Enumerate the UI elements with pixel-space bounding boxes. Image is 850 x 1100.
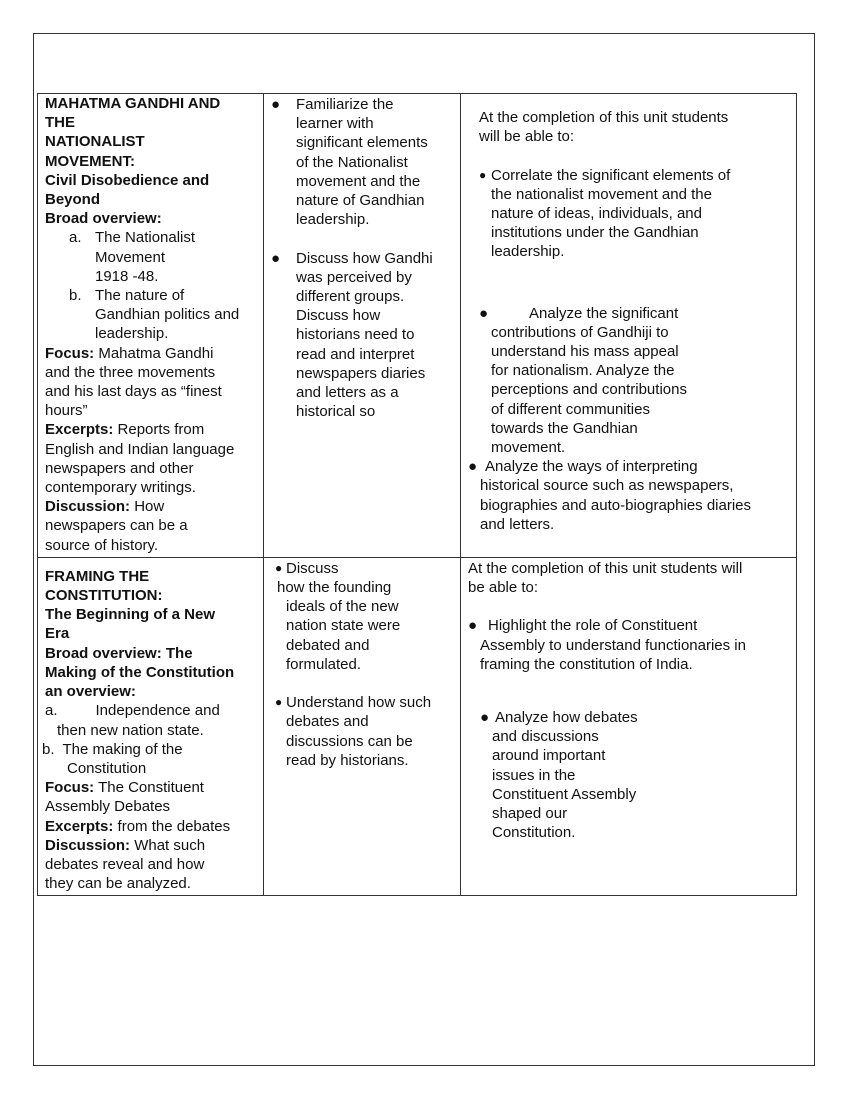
- text-line: Discuss how: [296, 307, 381, 325]
- text-line: NATIONALIST: [45, 133, 145, 151]
- list-item: [45, 228, 257, 286]
- text-line: perceptions and contributions: [491, 381, 687, 399]
- spacer: [271, 229, 454, 248]
- text-line: debates and: [286, 713, 369, 731]
- text-line: Making of the Constitution: [45, 663, 235, 681]
- text-line: newspapers and other: [45, 459, 194, 477]
- syllabus-table: [37, 93, 797, 896]
- text-line: movement and the: [296, 172, 421, 190]
- bullet-icon: ●: [479, 167, 487, 182]
- text-line: shaped our: [492, 805, 568, 823]
- list-item: [468, 304, 790, 458]
- text-line: the nationalist movement and the: [491, 185, 712, 203]
- text-line: issues in the: [492, 766, 576, 784]
- outcomes-intro: [468, 559, 790, 597]
- overview-list: [45, 228, 257, 343]
- bullet-icon: ●: [480, 709, 490, 727]
- text-line: historians need to: [296, 326, 415, 344]
- table-row: [38, 557, 797, 895]
- discussion-label: Discussion:: [45, 498, 131, 516]
- excerpts-label: Excerpts:: [45, 421, 114, 439]
- text-line: The Beginning of a New: [45, 606, 216, 624]
- text-line: read by historians.: [286, 751, 409, 769]
- text-line: nation state were: [286, 617, 401, 635]
- text-line: THE: [45, 114, 75, 132]
- text-line: Broad overview: The: [45, 644, 193, 662]
- list-item: [271, 559, 454, 674]
- text-line: and letters as a: [296, 384, 399, 402]
- objectives-list: [271, 95, 454, 421]
- text-line: and letters.: [480, 515, 555, 533]
- unit-title: [45, 567, 257, 701]
- text-line: Analyze the significant: [529, 304, 679, 322]
- text-line: movement.: [491, 439, 566, 457]
- text-line: Beyond: [45, 191, 101, 209]
- text-line: nature of ideas, individuals, and: [491, 205, 702, 222]
- text-line: leadership.: [95, 325, 169, 343]
- text-line: Constitution: [67, 759, 147, 777]
- text-line: Gandhian politics and: [95, 306, 240, 324]
- text-line: The making of the: [62, 740, 183, 758]
- text-line: Analyze how debates: [495, 709, 638, 727]
- overview-list: [42, 701, 257, 778]
- text-line: learner with: [296, 115, 374, 133]
- text-line: discussions can be: [286, 732, 413, 750]
- discussion-section: [45, 836, 257, 894]
- text-line: towards the Gandhian: [491, 419, 638, 437]
- outcomes-list: [468, 166, 790, 534]
- text-line: significant elements: [296, 134, 428, 152]
- spacer: [468, 262, 790, 300]
- text-line: CONSTITUTION:: [45, 587, 163, 605]
- spacer: [468, 146, 790, 165]
- excerpts-section: [45, 817, 257, 836]
- text-line: The Nationalist: [95, 229, 196, 247]
- objectives-list: [271, 559, 454, 770]
- discussion-section: [45, 497, 257, 555]
- list-marker: a.: [69, 229, 82, 247]
- text-line: leadership.: [296, 211, 370, 229]
- spacer: [468, 597, 790, 616]
- text-line: At the completion of this unit students will: [468, 559, 743, 577]
- text-line: nature of Gandhian: [296, 192, 425, 210]
- text-line: around important: [492, 747, 606, 765]
- table-row: [38, 94, 797, 558]
- text-line: Era: [45, 625, 70, 643]
- bullet-icon: ●: [271, 249, 281, 267]
- list-item: [42, 740, 257, 778]
- text-line: different groups.: [296, 288, 405, 306]
- text-line: source of history.: [45, 536, 159, 554]
- text-line: from the debates: [113, 817, 231, 835]
- list-item: [271, 95, 454, 229]
- text-line: leadership.: [491, 243, 565, 261]
- focus-section: [45, 778, 257, 816]
- text-line: Constituent Assembly: [492, 785, 637, 803]
- text-line: framing the constitution of India.: [480, 655, 693, 673]
- text-line: Mahatma Gandhi: [94, 344, 214, 362]
- bullet-icon: ●: [468, 458, 478, 476]
- text-line: newspapers diaries: [296, 364, 426, 382]
- text-line: ideals of the new: [286, 598, 399, 616]
- text-line: How: [130, 498, 165, 516]
- list-item: [271, 693, 454, 770]
- broad-overview-label: Broad overview:: [45, 210, 162, 228]
- spacer: [468, 674, 790, 708]
- outcomes-intro: [468, 108, 790, 146]
- bullet-icon: ●: [275, 695, 283, 710]
- text-line: The Constituent: [94, 779, 204, 797]
- text-line: will be able to:: [479, 128, 575, 146]
- text-line: English and Indian language: [45, 440, 235, 458]
- text-line: Reports from: [113, 421, 205, 439]
- text-line: Discuss how Gandhi: [296, 249, 433, 267]
- text-line: read and interpret: [296, 345, 415, 363]
- list-item: [468, 457, 790, 534]
- outcomes-cell: [461, 557, 797, 895]
- text-line: newspapers can be a: [45, 517, 188, 535]
- text-line: then new nation state.: [57, 721, 204, 739]
- text-line: of different communities: [491, 400, 650, 418]
- text-line: for nationalism. Analyze the: [491, 362, 675, 380]
- text-line: and the three movements: [45, 363, 216, 381]
- text-line: Assembly to understand functionaries in: [480, 636, 746, 654]
- text-line: historical so: [296, 403, 376, 421]
- text-line: Highlight the role of Constituent: [488, 617, 698, 635]
- text-line: At the completion of this unit students: [479, 109, 729, 126]
- text-line: historical source such as newspapers,: [480, 477, 734, 495]
- text-line: formulated.: [286, 655, 362, 673]
- text-line: Constitution.: [492, 824, 576, 842]
- focus-label: Focus:: [45, 344, 95, 362]
- bullet-icon: ●: [275, 560, 283, 575]
- text-line: Movement: [95, 248, 166, 266]
- outcomes-list: [468, 616, 790, 842]
- objectives-cell: [264, 94, 461, 558]
- list-item: [468, 708, 790, 842]
- text-line: how the founding: [277, 579, 392, 597]
- text-line: FRAMING THE: [45, 567, 150, 585]
- text-line: be able to:: [468, 579, 539, 597]
- text-line: What such: [130, 836, 206, 854]
- list-marker: b.: [69, 287, 82, 305]
- bullet-icon: ●: [468, 617, 478, 635]
- text-line: and his last days as “finest: [45, 383, 222, 401]
- unit-topic-cell: [38, 557, 264, 895]
- bullet-icon: ●: [479, 304, 489, 322]
- text-line: an overview:: [45, 683, 136, 701]
- text-line: was perceived by: [296, 268, 412, 286]
- text-line: Analyze the ways of interpreting: [485, 458, 698, 476]
- text-line: 1918 -48.: [95, 267, 159, 285]
- text-line: Independence and: [95, 702, 220, 720]
- bullet-icon: ●: [271, 96, 281, 113]
- text-line: they can be analyzed.: [45, 875, 191, 893]
- list-marker: a.: [45, 702, 58, 720]
- spacer: [271, 674, 454, 693]
- discussion-label: Discussion:: [45, 836, 131, 854]
- text-line: MOVEMENT:: [45, 152, 135, 170]
- text-line: debates reveal and how: [45, 855, 205, 873]
- list-item: [45, 701, 257, 739]
- text-line: and discussions: [492, 728, 599, 746]
- text-line: Discuss: [286, 559, 339, 577]
- focus-label: Focus:: [45, 779, 95, 797]
- unit-topic-cell: [38, 94, 264, 558]
- text-line: Correlate the significant elements of: [491, 166, 731, 184]
- text-line: Assembly Debates: [45, 798, 171, 816]
- text-line: Civil Disobedience and: [45, 171, 210, 189]
- list-marker: b.: [42, 740, 55, 758]
- text-line: hours”: [45, 402, 88, 420]
- text-line: understand his mass appeal: [491, 343, 679, 361]
- text-line: contributions of Gandhiji to: [491, 323, 669, 341]
- focus-section: [45, 344, 257, 421]
- excerpts-label: Excerpts:: [45, 817, 114, 835]
- text-line: Understand how such: [286, 694, 432, 712]
- outcomes-cell: [461, 94, 797, 558]
- text-line: MAHATMA GANDHI AND: [45, 95, 221, 112]
- list-item: [468, 166, 790, 262]
- objectives-cell: [264, 557, 461, 895]
- text-line: contemporary writings.: [45, 479, 196, 497]
- unit-title: [45, 94, 257, 209]
- excerpts-section: [45, 420, 257, 497]
- list-item: [45, 286, 257, 344]
- text-line: debated and: [286, 636, 370, 654]
- text-line: of the Nationalist: [296, 153, 408, 171]
- list-item: [468, 616, 790, 674]
- text-line: biographies and auto-biographies diaries: [480, 496, 752, 514]
- list-item: [271, 249, 454, 422]
- text-line: institutions under the Gandhian: [491, 224, 699, 242]
- text-line: The nature of: [95, 287, 185, 305]
- text-line: Familiarize the: [296, 96, 394, 113]
